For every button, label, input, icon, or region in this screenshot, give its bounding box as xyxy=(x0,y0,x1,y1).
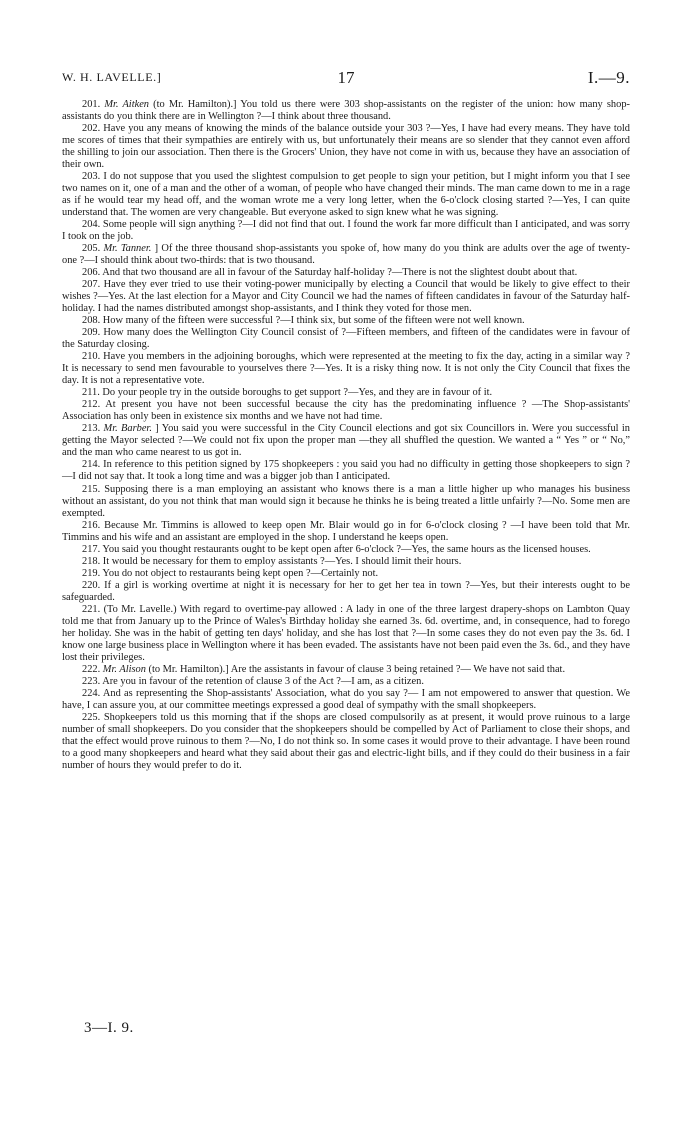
question-paragraph xyxy=(62,459,630,483)
question-number: 218. xyxy=(82,555,101,567)
speaker-note: ] xyxy=(155,423,159,435)
question-text: If a girl is working overtime at night it is necessary for her to get her tea in town ?—Yes, but their interests ought to be safeguarded. xyxy=(62,579,630,603)
question-number: 210. xyxy=(82,351,101,363)
question-number: 205. xyxy=(82,243,101,255)
question-text: Of the three thousand shop-assistants you spoke of, how many do you think are adults over the age of twenty-one ?—I should think about two-thirds: that is two thousand. xyxy=(62,243,630,267)
question-number: 219. xyxy=(82,567,101,579)
speaker-name: Mr. Alison xyxy=(102,663,146,675)
question-number: 201. xyxy=(82,99,101,110)
question-text: And that two thousand are all in favour of the Saturday half-holiday ?—There is not the slightest doubt about that. xyxy=(102,267,578,279)
question-text: Have you members in the adjoining boroughs, which were represented at the meeting to fix the day, acting in a similar way ? It is necessary to send men favourable to yourselves there ?—Yes. It is a risky thing now. It is not only the City Council that fixes the day. It is not a representative vote. xyxy=(62,351,630,387)
question-paragraph xyxy=(62,399,630,423)
question-paragraph xyxy=(62,676,630,688)
question-text: Are the assistants in favour of clause 3 being retained ?— We have not said that. xyxy=(230,663,566,675)
question-number: 204. xyxy=(82,219,101,231)
question-text: And as representing the Shop-assistants' Association, what do you say ?— I am not empowered to answer that question. We have, I can assure you, at our committee meetings expressed a good deal of sympathy with the small shopkeepers. xyxy=(62,687,630,711)
question-text: At present you have not been successful because the city has the predominating influence ? —The Shop-assistants' Association has only been in existence six months and we have not had time. xyxy=(62,399,630,423)
speaker-name: Mr. Aitken xyxy=(104,99,149,110)
question-number: 215. xyxy=(82,483,101,495)
document-reference: I.—9. xyxy=(587,68,630,87)
question-paragraph xyxy=(62,351,630,387)
speaker-note: (to Mr. Hamilton).] xyxy=(148,663,229,675)
question-text: Supposing there is a man employing an assistant who knows there is a man a little higher up who manages his business without an assistant, do you not think that man would sign it because he thinks he is being treated a little unfairly ?—No. Some men are exempted. xyxy=(62,483,630,519)
question-paragraph xyxy=(62,688,630,712)
question-text: Do your people try in the outside boroughs to get support ?—Yes, and they are in favour of it. xyxy=(102,387,493,399)
speaker-name: Mr. Tanner. xyxy=(103,243,152,255)
question-number: 222. xyxy=(82,663,101,675)
question-number: 211. xyxy=(82,387,100,399)
question-text: Are you in favour of the retention of clause 3 of the Act ?—I am, as a citizen. xyxy=(102,675,424,687)
question-text: You said you were successful in the City Council elections and got six Councillors in. Were you successful in getting the Mayor selected ?—We could not fix upon the proper man —they all shuffled the question. We wanted a “ Yes ” or “ No,” and the man who came nearest to us got in. xyxy=(62,423,630,459)
question-text: You said you thought restaurants ought to be kept open after 6-o'clock ?—Yes, the same hours as the licensed houses. xyxy=(102,543,591,555)
question-text: Shopkeepers told us this morning that if the shops are closed compulsorily as at present, it would prove ruinous to a large number of small shopkeepers. Do you consider that the shopkeepers should be compelled by Act of Parliament to close their shops, and that the effect would prove ruinous to them ?—No, I do not think so. In some cases it would prove to their advantage. I have been round to a good many shopkeepers and heard what they said about their gas and electric-light bills, and if they could do their business in a fair number of hours they would prefer to do it. xyxy=(62,711,630,771)
question-number: 217. xyxy=(82,543,101,555)
question-paragraph xyxy=(62,580,630,604)
question-number: 206. xyxy=(82,267,101,279)
question-number: 208. xyxy=(82,315,101,327)
question-number: 207. xyxy=(82,279,101,291)
question-text: You do not object to restaurants being kept open ?—Certainly not. xyxy=(102,567,379,579)
question-paragraph xyxy=(62,556,630,568)
page-header xyxy=(62,68,630,88)
question-text: How many of the fifteen were successful ?—I think six, but some of the fifteen were not well known. xyxy=(102,315,525,327)
question-paragraph xyxy=(62,279,630,315)
question-number: 212. xyxy=(82,399,101,411)
question-paragraph xyxy=(62,544,630,556)
witness-name: W. H. LAVELLE.] xyxy=(62,70,162,84)
question-number: 216. xyxy=(82,519,101,531)
question-text: In reference to this petition signed by 175 shopkeepers : you said you had no difficulty in getting those shopkeepers to sign ?—I did not say that. It took a long time and was a bigger job than I anticipated. xyxy=(62,459,630,483)
question-paragraph xyxy=(62,664,630,676)
question-text: Some people will sign anything ?—I did not find that out. I found the work far more difficult than I anticipated, and was sorry I took on the job. xyxy=(62,219,630,243)
question-paragraph xyxy=(62,219,630,243)
question-paragraph xyxy=(62,520,630,544)
question-paragraph xyxy=(62,387,630,399)
question-number: 225. xyxy=(82,711,101,723)
question-paragraph xyxy=(62,267,630,279)
question-paragraph xyxy=(62,484,630,520)
question-number: 209. xyxy=(82,327,101,339)
question-paragraph xyxy=(62,99,630,123)
question-text: It would be necessary for them to employ assistants ?—Yes. I should limit their hours. xyxy=(102,555,462,567)
question-paragraph xyxy=(62,315,630,327)
page-number: 17 xyxy=(337,68,355,87)
speaker-note: (To Mr. Lavelle.) xyxy=(103,603,177,615)
question-text: With regard to overtime-pay allowed : A lady in one of the three largest drapery-shops on Lambton Quay told me that from January up to the Prince of Wales's Birthday holiday she earned 3s. 6d. overtime, and, in consequence, had to forego her holiday. She was in the habit of getting ten days' holiday, and she has lost that ?—In some cases they do not even pay the 3s. 6d. I know one large business place in Wellington where it has been evaded. The assistants have not been paid even the 3s. 6d., and they have lost their privileges. xyxy=(62,603,630,663)
speaker-name: Mr. Barber. xyxy=(103,423,152,435)
question-number: 213. xyxy=(82,423,101,435)
question-paragraph xyxy=(62,604,630,664)
question-number: 221. xyxy=(82,603,101,615)
question-text: Because Mr. Timmins is allowed to keep open Mr. Blair would go in for 6-o'clock closing ? —I have been told that Mr. Timmins and his wife and an assistant are employed in the shop. I understand he keeps open. xyxy=(62,519,631,543)
speaker-note: ] xyxy=(154,243,159,255)
question-paragraph xyxy=(62,327,630,351)
question-number: 224. xyxy=(82,687,101,699)
question-paragraph xyxy=(62,423,630,459)
testimony-body xyxy=(62,99,630,772)
question-number: 223. xyxy=(82,675,101,687)
question-text: You told us there were 303 shop-assistants on the register of the union: how many shop-assistants do you think there are in Wellington ?—I think about three thousand. xyxy=(62,99,630,123)
signature-mark: 3—I. 9. xyxy=(84,1020,134,1036)
question-number: 220. xyxy=(82,579,101,591)
question-paragraph xyxy=(62,243,630,267)
question-paragraph xyxy=(62,171,630,219)
question-text: I do not suppose that you used the slightest compulsion to get people to sign your petition, but I might inform you that I see two names on it, one of a man and the other of a woman, of people who have changed their minds. The man came down to me in a rage as if he would tear my head off, and the woman wrote me a very long letter, when the 6-o'clock closing started ?—Yes, I can quite understand that. The women are very changeable. But everyone asked to sign knew what he was signing. xyxy=(62,171,630,219)
question-paragraph xyxy=(62,712,630,772)
question-text: Have you any means of knowing the minds of the balance outside your 303 ?—Yes, I have had every means. They have told me scores of times that their sympathies are entirely with us, but unfortunately their means are so slender that they cannot even afford the shilling to join our association. Then there is the Grocers' Union, they have not come in with us, because they have an association of their own. xyxy=(62,123,630,171)
question-paragraph xyxy=(62,568,630,580)
question-number: 214. xyxy=(82,459,101,471)
question-text: Have they ever tried to use their voting-power municipally by electing a Council that would be likely to give effect to their wishes ?—Yes. At the last election for a Mayor and City Council we had the names of fifteen candidates in favour of the Saturday half-holiday. I had the names distributed amongst shop-assistants, and I think they voted for those men. xyxy=(62,279,630,315)
speaker-note: (to Mr. Hamilton).] xyxy=(153,99,237,110)
question-text: How many does the Wellington City Council consist of ?—Fifteen members, and fifteen of the candidates were in favour of the Saturday closing. xyxy=(62,327,630,351)
question-paragraph xyxy=(62,123,630,171)
question-number: 203. xyxy=(82,171,101,183)
question-number: 202. xyxy=(82,123,101,135)
